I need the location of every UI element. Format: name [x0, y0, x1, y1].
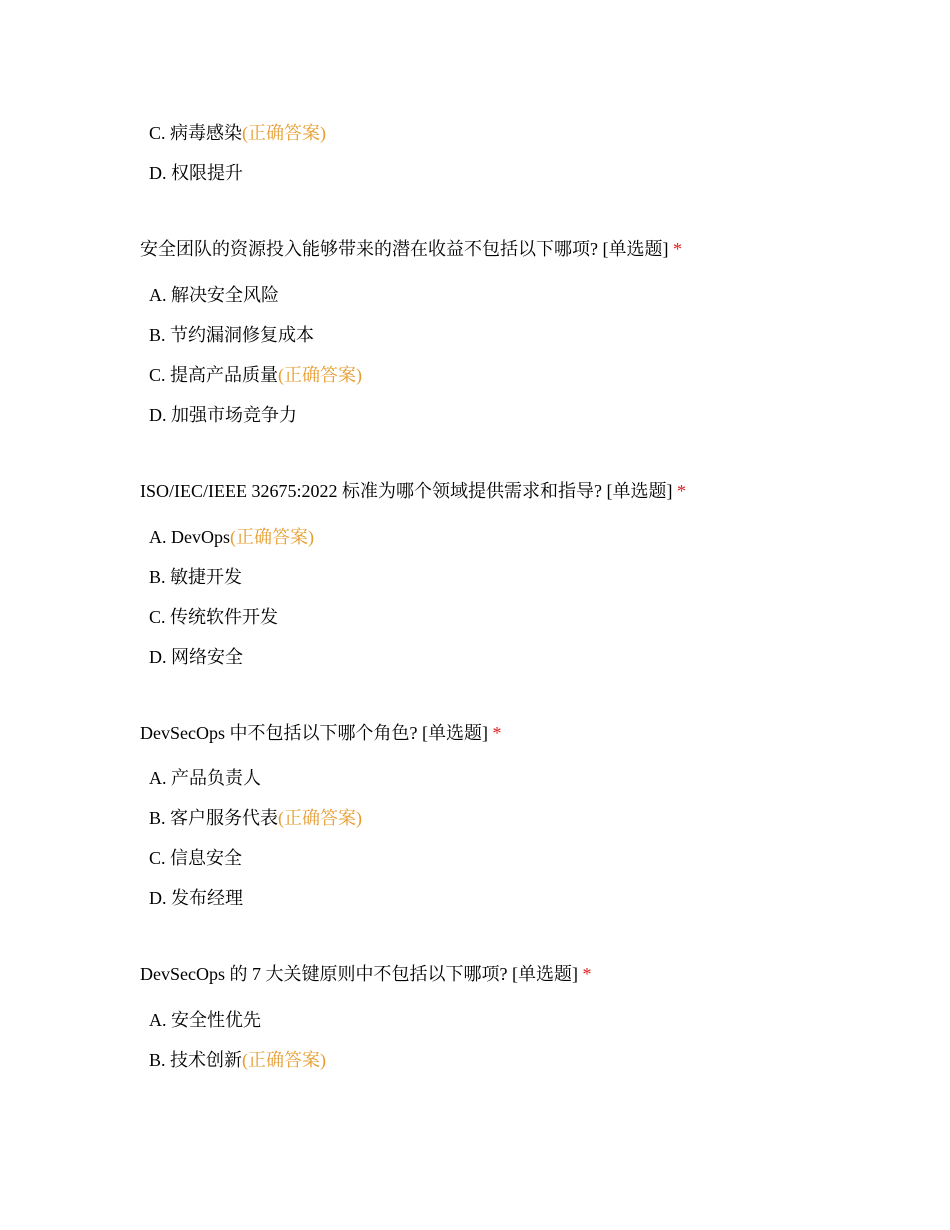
- option-text: 提高产品质量: [170, 365, 279, 385]
- option-letter: C.: [149, 123, 166, 143]
- option-letter: A.: [149, 768, 167, 788]
- option-letter: C.: [149, 848, 166, 868]
- required-star: *: [492, 723, 502, 743]
- option-letter: A.: [149, 1010, 167, 1030]
- option-text: 发布经理: [171, 888, 243, 908]
- option-text: 产品负责人: [171, 768, 261, 788]
- option-text: DevOps: [171, 527, 230, 547]
- option-text: 传统软件开发: [170, 607, 279, 627]
- correct-answer-tag: (正确答案): [278, 365, 363, 385]
- option-prev-d: [149, 161, 243, 185]
- question-title: [140, 479, 686, 503]
- option-letter: B.: [149, 808, 166, 828]
- required-star: *: [582, 964, 592, 984]
- option-c: [149, 605, 278, 629]
- option-letter: B.: [149, 325, 166, 345]
- option-prev-c: [149, 121, 326, 145]
- option-text: 客户服务代表: [170, 808, 279, 828]
- option-d: [149, 886, 243, 910]
- option-d: [149, 645, 243, 669]
- option-b: [149, 806, 362, 830]
- option-letter: D.: [149, 405, 167, 425]
- required-star: *: [676, 481, 686, 501]
- correct-answer-tag: (正确答案): [278, 808, 363, 828]
- correct-answer-tag: (正确答案): [242, 1050, 327, 1070]
- option-letter: C.: [149, 607, 166, 627]
- option-text: 病毒感染: [170, 123, 243, 143]
- option-b: [149, 565, 242, 589]
- question-text: ISO/IEC/IEEE 32675:2022 标准为哪个领域提供需求和指导? [单选题]: [140, 481, 673, 501]
- option-a: [149, 1008, 261, 1032]
- option-c: [149, 363, 362, 387]
- option-letter: B.: [149, 567, 166, 587]
- option-d: [149, 403, 297, 427]
- option-letter: D.: [149, 163, 167, 183]
- option-a: [149, 766, 261, 790]
- correct-answer-tag: (正确答案): [230, 527, 314, 547]
- question-title: [140, 962, 591, 986]
- option-b: [149, 1048, 326, 1072]
- question-text: DevSecOps 中不包括以下哪个角色? [单选题]: [140, 723, 488, 743]
- option-text: 解决安全风险: [171, 285, 279, 305]
- required-star: *: [672, 239, 682, 259]
- option-letter: D.: [149, 888, 167, 908]
- option-letter: A.: [149, 527, 167, 547]
- option-letter: A.: [149, 285, 167, 305]
- option-text: 网络安全: [171, 647, 243, 667]
- question-title: [140, 237, 682, 261]
- option-a: [149, 525, 314, 549]
- question-title: [140, 721, 501, 745]
- option-c: [149, 846, 242, 870]
- option-b: [149, 323, 314, 347]
- correct-answer-tag: (正确答案): [242, 123, 327, 143]
- option-letter: D.: [149, 647, 167, 667]
- option-letter: C.: [149, 365, 166, 385]
- option-letter: B.: [149, 1050, 166, 1070]
- option-a: [149, 283, 279, 307]
- option-text: 节约漏洞修复成本: [170, 325, 315, 345]
- question-text: DevSecOps 的 7 大关键原则中不包括以下哪项? [单选题]: [140, 964, 578, 984]
- option-text: 信息安全: [170, 848, 243, 868]
- option-text: 技术创新: [170, 1050, 243, 1070]
- option-text: 敏捷开发: [170, 567, 243, 587]
- question-text: 安全团队的资源投入能够带来的潜在收益不包括以下哪项? [单选题]: [140, 239, 669, 259]
- option-text: 安全性优先: [171, 1010, 261, 1030]
- option-text: 权限提升: [171, 163, 243, 183]
- option-text: 加强市场竞争力: [171, 405, 297, 425]
